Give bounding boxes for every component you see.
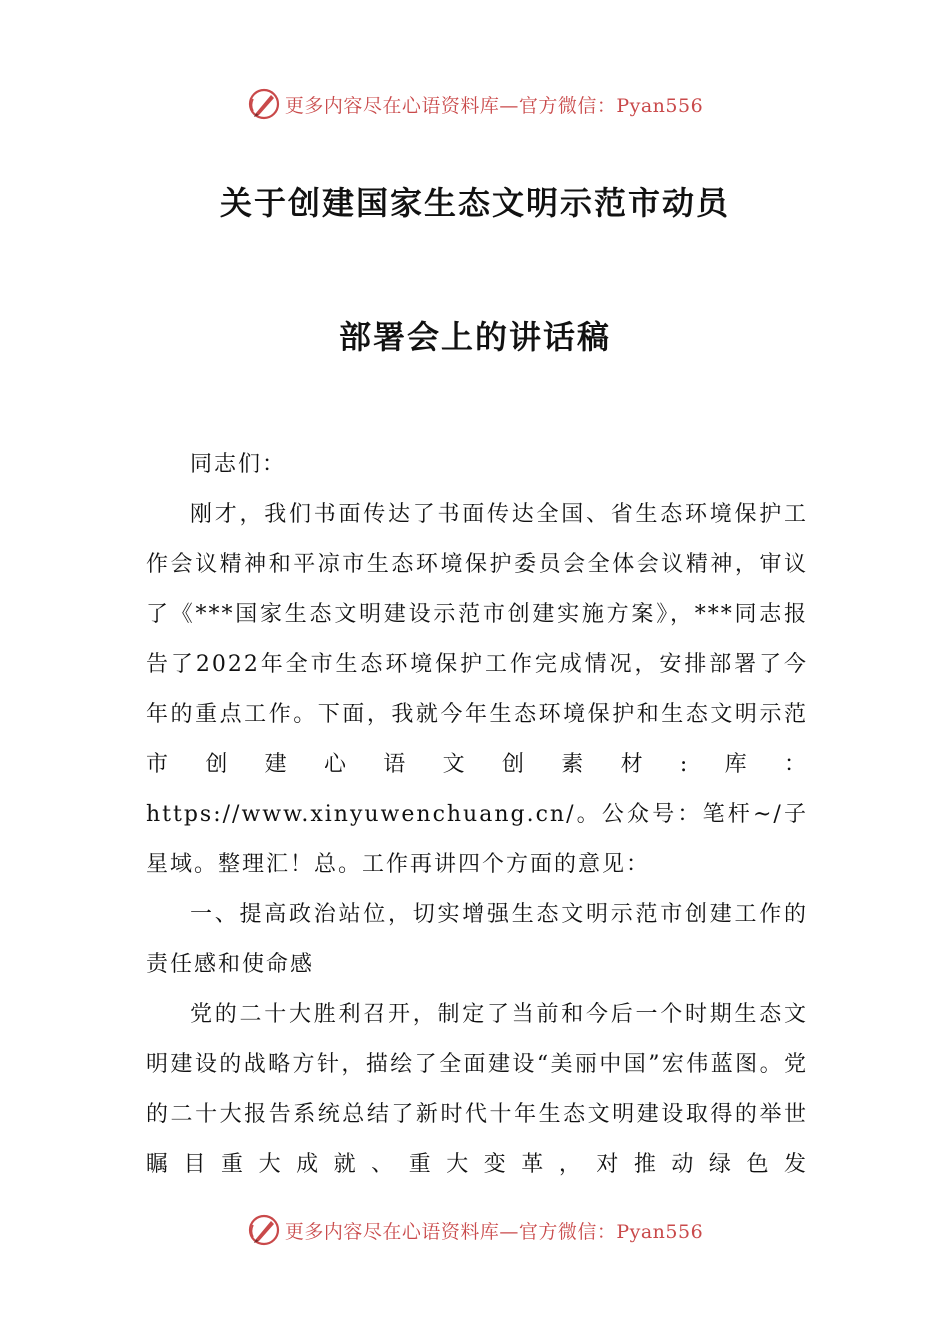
footer-banner [0,1210,950,1250]
document-title-line-1: 关于创建国家生态文明示范市动员 [219,184,730,222]
pen-logo-icon [247,1213,281,1247]
section-heading: 一、提高政治站位，切实增强生态文明示范市创建工作的责任感和使命感 [146,902,808,977]
document-title-line-2: 部署会上的讲话稿 [338,318,611,356]
body-paragraph: 党的二十大胜利召开，制定了当前和今后一个时期生态文明建设的战略方针，描绘了全面建设“美丽中国”宏伟蓝图。党的二十大报告系统总结了新时代十年生态文明建设取得的举世瞩目重大成就、重大变革，对推动绿色发 [146,1002,808,1177]
body-paragraph: 刚才，我们书面传达了书面传达全国、省生态环境保护工作会议精神和平凉市生态环境保护委员会全体会议精神，审议了《***国家生态文明建设示范市创建实施方案》，***同志报告了2022年全市生态环境保护工作完成情况，安排部署了今年的重点工作。下面，我就今年生态环境保护和生态文明示范市创建心语文创素材:库：https://www.xinyuwenchuang.cn/。公众号：笔杆~/子星域。整理汇！总。工作再讲四个方面的意见： [146,502,808,877]
header-banner [0,84,950,124]
pen-logo-icon [247,87,281,121]
footer-banner-text: 更多内容尽在心语资料库—官方微信：Pyan556 [284,1220,704,1243]
greeting-paragraph: 同志们： [190,452,287,477]
document-body [146,440,808,1190]
header-banner-text: 更多内容尽在心语资料库—官方微信：Pyan556 [284,94,704,117]
